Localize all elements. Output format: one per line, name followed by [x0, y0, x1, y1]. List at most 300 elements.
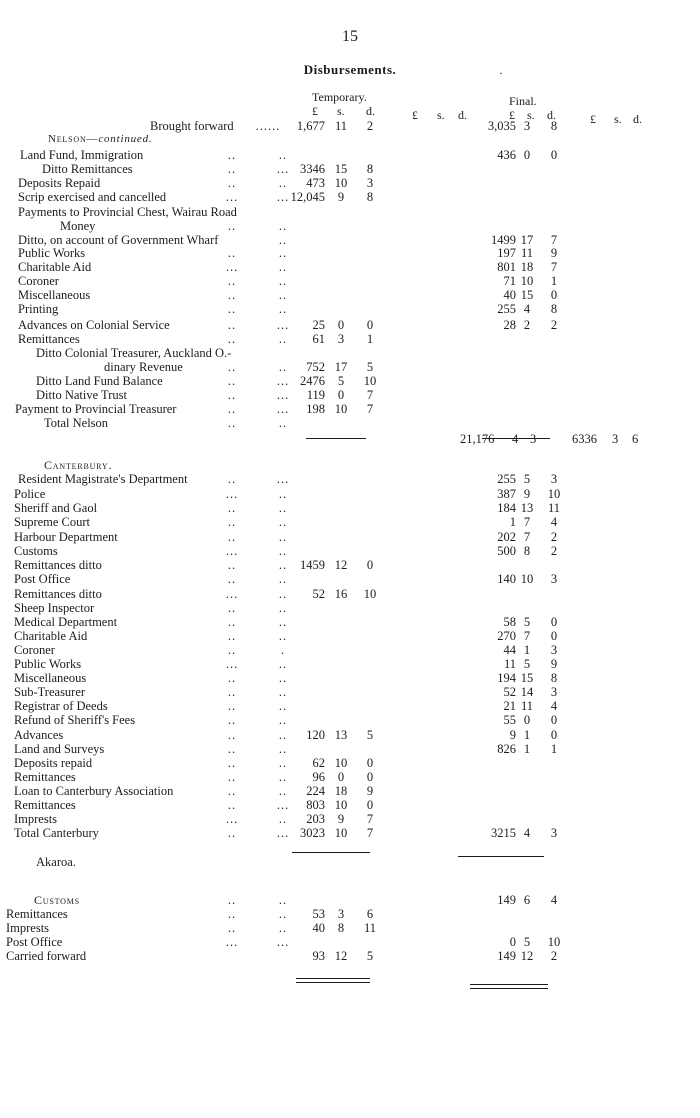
rule-carried-temp-2	[296, 982, 370, 983]
amount-cell: 10	[520, 274, 534, 288]
leader-dots: ......	[255, 119, 281, 133]
leader-dots: ..	[227, 530, 237, 544]
amount-cell: 0	[550, 615, 558, 629]
amount-cell: 7	[550, 233, 558, 247]
amount-cell: 5	[523, 615, 531, 629]
amount-cell: 9	[337, 190, 345, 204]
amount-cell: 7	[550, 260, 558, 274]
rule-carried-final-2	[470, 988, 548, 989]
amount-cell: 0	[550, 713, 558, 727]
leader-dots: ..	[227, 643, 237, 657]
leader-dots: .	[280, 643, 286, 657]
amount-cell: 1,677	[296, 119, 325, 133]
leader-dots: ..	[278, 601, 288, 615]
amount-cell: 17	[334, 360, 348, 374]
table-row	[0, 907, 700, 921]
leader-dots: ..	[278, 728, 288, 742]
row-label: Sheep Inspector	[14, 601, 95, 615]
amount-cell: 5	[523, 657, 531, 671]
leader-dots: ...	[276, 798, 290, 812]
amount-cell: 9	[509, 728, 516, 742]
leader-dots: ..	[227, 318, 237, 332]
amount-cell: 473	[306, 176, 325, 190]
table-row	[0, 162, 700, 176]
leader-dots: ..	[278, 302, 288, 316]
amount-cell: 8	[550, 302, 558, 316]
leader-dots: ..	[227, 162, 237, 176]
amount-cell: 13	[520, 501, 534, 515]
leader-dots: ..	[227, 629, 237, 643]
row-label: Nelson—continued.	[48, 133, 153, 145]
amount-cell: 0	[550, 728, 558, 742]
table-row	[0, 374, 700, 388]
row-label: Imprests	[14, 812, 58, 826]
amount-cell: 9	[550, 657, 558, 671]
leader-dots: ..	[278, 233, 288, 247]
row-label: Sheriff and Gaol	[14, 501, 98, 515]
amount-cell: 3	[366, 176, 374, 190]
amount-cell: 2	[550, 530, 558, 544]
leader-dots: ...	[276, 318, 290, 332]
leader-dots: ..	[278, 148, 288, 162]
row-label: Medical Department	[14, 615, 118, 629]
amount-cell: 6	[366, 907, 374, 921]
row-label: Ditto Colonial Treasurer, Auckland O.-	[36, 346, 232, 360]
row-label: Remittances ditto	[14, 587, 102, 601]
leader-dots: ...	[225, 587, 239, 601]
amount-cell: 55	[503, 713, 516, 727]
amount-cell: 5	[366, 949, 374, 963]
leader-dots: ..	[227, 921, 237, 935]
row-label: Remittances	[6, 907, 68, 921]
amount-cell: 0	[523, 713, 531, 727]
leader-dots: ...	[276, 190, 290, 204]
row-label: Remittances ditto	[14, 558, 102, 572]
leader-dots: ..	[227, 728, 237, 742]
total-nelson-temp-pence: 3	[530, 432, 537, 446]
amount-cell: 0	[523, 148, 531, 162]
leader-dots: ..	[227, 176, 237, 190]
leader-dots: ..	[227, 501, 237, 515]
amount-cell: 4	[550, 699, 558, 713]
row-label: Remittances	[18, 332, 80, 346]
ftotal-shilling-header: s.	[614, 112, 622, 126]
table-row	[0, 260, 700, 274]
rule-canterbury-temp	[292, 852, 370, 853]
leader-dots: ..	[227, 784, 237, 798]
amount-cell: 1459	[300, 558, 325, 572]
table-row	[0, 274, 700, 288]
amount-cell: 93	[312, 949, 325, 963]
row-label: Charitable Aid	[18, 260, 92, 274]
amount-cell: 11	[334, 119, 348, 133]
amount-cell: 11	[547, 501, 561, 515]
amount-cell: 7	[366, 826, 374, 840]
row-label: Land Fund, Immigration	[20, 148, 144, 162]
amount-cell: 0	[550, 148, 558, 162]
leader-dots: ..	[278, 921, 288, 935]
leader-dots: ..	[278, 742, 288, 756]
row-label: Harbour Department	[14, 530, 118, 544]
amount-cell: 0	[550, 288, 558, 302]
amount-cell: 194	[497, 671, 516, 685]
amount-cell: 12,045	[290, 190, 325, 204]
amount-cell: 3	[550, 826, 558, 840]
row-label: Public Works	[18, 246, 86, 260]
row-label: Miscellaneous	[18, 288, 91, 302]
row-label: Post Office	[6, 935, 63, 949]
amount-cell: 6	[523, 893, 531, 907]
amount-cell: 0	[366, 756, 374, 770]
amount-cell: 1	[523, 728, 531, 742]
row-label: Brought forward	[150, 119, 234, 133]
leader-dots: ...	[225, 190, 239, 204]
temporary-header: Temporary.	[312, 90, 367, 104]
table-row	[0, 416, 700, 430]
table-row	[0, 798, 700, 812]
leader-dots: ..	[278, 756, 288, 770]
table-row	[0, 572, 700, 586]
table-row	[0, 388, 700, 402]
amount-cell: 10	[334, 176, 348, 190]
row-label: Carried forward	[6, 949, 87, 963]
leader-dots: ..	[278, 219, 288, 233]
amount-cell: 10	[363, 587, 377, 601]
table-row	[0, 643, 700, 657]
row-label: Remittances	[14, 770, 76, 784]
temp-shilling-header: s.	[337, 104, 345, 118]
leader-dots: ..	[278, 288, 288, 302]
amount-cell: 1	[366, 332, 374, 346]
amount-cell: 10	[334, 756, 348, 770]
table-row	[0, 246, 700, 260]
table-row	[0, 728, 700, 742]
leader-dots: ..	[227, 685, 237, 699]
amount-cell: 0	[509, 935, 516, 949]
amount-cell: 198	[306, 402, 325, 416]
leader-dots: ..	[278, 587, 288, 601]
amount-cell: 826	[497, 742, 516, 756]
table-row	[0, 233, 700, 247]
amount-cell: 0	[337, 318, 345, 332]
amount-cell: 387	[497, 487, 516, 501]
amount-cell: 8	[523, 544, 531, 558]
amount-cell: 3	[550, 572, 558, 586]
amount-cell: 3346	[300, 162, 325, 176]
row-label: Ditto Land Fund Balance	[36, 374, 163, 388]
table-row	[0, 190, 700, 204]
amount-cell: 8	[550, 671, 558, 685]
row-label: Police	[14, 487, 46, 501]
amount-cell: 1	[523, 643, 531, 657]
amount-cell: 18	[334, 784, 348, 798]
leader-dots: ..	[227, 671, 237, 685]
leader-dots: ...	[276, 472, 290, 486]
leader-dots: ..	[227, 416, 237, 430]
total-nelson-temp-shillings: 4	[512, 432, 519, 446]
amount-cell: 44	[503, 643, 516, 657]
total-shilling-header: s.	[437, 108, 445, 122]
rule-nelson-temp	[306, 438, 366, 439]
rule-canterbury-final	[458, 856, 544, 857]
amount-cell: 96	[312, 770, 325, 784]
leader-dots: ..	[278, 671, 288, 685]
table-row	[0, 148, 700, 162]
amount-cell: 4	[523, 302, 531, 316]
leader-dots: ..	[227, 360, 237, 374]
table-row	[0, 671, 700, 685]
table-row	[0, 921, 700, 935]
row-label: Customs	[34, 893, 80, 907]
leader-dots: ..	[227, 699, 237, 713]
table-row	[0, 288, 700, 302]
row-label: Post Office	[14, 572, 71, 586]
leader-dots: ...	[276, 826, 290, 840]
amount-cell: 5	[337, 374, 345, 388]
leader-dots: ..	[227, 601, 237, 615]
page-heading: Disbursements.	[303, 62, 397, 77]
amount-cell: 120	[306, 728, 325, 742]
amount-cell: 7	[366, 812, 374, 826]
leader-dots: ..	[278, 699, 288, 713]
amount-cell: 17	[520, 233, 534, 247]
leader-dots: ..	[227, 148, 237, 162]
leader-dots: ..	[227, 907, 237, 921]
leader-dots: ..	[278, 530, 288, 544]
amount-cell: 2	[550, 544, 558, 558]
table-row	[0, 742, 700, 756]
amount-cell: 5	[366, 360, 374, 374]
amount-cell: 3215	[491, 826, 516, 840]
leader-dots: ..	[227, 893, 237, 907]
amount-cell: 10	[334, 826, 348, 840]
amount-cell: 7	[523, 530, 531, 544]
amount-cell: 9	[337, 812, 345, 826]
amount-cell: 0	[366, 798, 374, 812]
table-row	[0, 544, 700, 558]
leader-dots: ..	[278, 907, 288, 921]
amount-cell: 61	[312, 332, 325, 346]
table-row	[0, 615, 700, 629]
amount-cell: 3023	[300, 826, 325, 840]
amount-cell: 203	[306, 812, 325, 826]
row-label: Loan to Canterbury Association	[14, 784, 174, 798]
amount-cell: 10	[520, 572, 534, 586]
amount-cell: 1	[523, 742, 531, 756]
row-label: Registrar of Deeds	[14, 699, 108, 713]
leader-dots: ..	[227, 798, 237, 812]
ftotal-pence-header: d.	[633, 112, 642, 126]
amount-cell: 9	[523, 487, 531, 501]
leader-dots: ..	[227, 274, 237, 288]
amount-cell: 40	[503, 288, 516, 302]
leader-dots: ..	[227, 826, 237, 840]
amount-cell: 4	[550, 515, 558, 529]
table-row	[0, 501, 700, 515]
table-row	[0, 332, 700, 346]
leader-dots: ..	[227, 713, 237, 727]
amount-cell: 2	[366, 119, 374, 133]
table-row	[0, 176, 700, 190]
leader-dots: ..	[278, 893, 288, 907]
rule-carried-final-1	[470, 984, 548, 985]
amount-cell: 752	[306, 360, 325, 374]
amount-cell: 10	[334, 798, 348, 812]
table-row	[0, 472, 700, 486]
leader-dots: ..	[278, 784, 288, 798]
amount-cell: 15	[520, 288, 534, 302]
table-row	[0, 219, 700, 233]
leader-dots: ...	[225, 657, 239, 671]
row-label: Printing	[18, 302, 59, 316]
row-label: Customs	[14, 544, 58, 558]
table-row	[0, 770, 700, 784]
amount-cell: 0	[337, 770, 345, 784]
amount-cell: 11	[363, 921, 377, 935]
row-label: Land and Surveys	[14, 742, 105, 756]
row-label: Ditto Native Trust	[36, 388, 127, 402]
leader-dots: ..	[227, 615, 237, 629]
amount-cell: 270	[497, 629, 516, 643]
temp-pence-header: d.	[366, 104, 375, 118]
amount-cell: 0	[550, 629, 558, 643]
row-label: Total Canterbury	[14, 826, 99, 840]
amount-cell: 21	[503, 699, 516, 713]
final-header: Final.	[509, 94, 537, 108]
amount-cell: 11	[520, 246, 534, 260]
row-label: Sub-Treasurer	[14, 685, 86, 699]
row-label: Imprests	[6, 921, 50, 935]
table-row	[0, 601, 700, 615]
amount-cell: 7	[523, 515, 531, 529]
leader-dots: ..	[227, 402, 237, 416]
amount-cell: 12	[334, 949, 348, 963]
row-label: Total Nelson	[44, 416, 109, 430]
amount-cell: 8	[550, 119, 558, 133]
leader-dots: ..	[227, 770, 237, 784]
table-row	[0, 629, 700, 643]
table-row	[0, 515, 700, 529]
leader-dots: ..	[278, 615, 288, 629]
amount-cell: 1	[550, 274, 558, 288]
leader-dots: ...	[276, 374, 290, 388]
amount-cell: 255	[497, 472, 516, 486]
leader-dots: ..	[227, 756, 237, 770]
amount-cell: 9	[550, 246, 558, 260]
amount-cell: 25	[312, 318, 325, 332]
total-pence-header: d.	[458, 108, 467, 122]
amount-cell: 9	[366, 784, 374, 798]
amount-cell: 3	[550, 472, 558, 486]
table-row	[0, 487, 700, 501]
row-label: dinary Revenue	[104, 360, 183, 374]
row-label: Payment to Provincial Treasurer	[15, 402, 177, 416]
leader-dots: ...	[225, 487, 239, 501]
table-row	[0, 756, 700, 770]
amount-cell: 7	[366, 402, 374, 416]
amount-cell: 2	[550, 318, 558, 332]
leader-dots: ..	[278, 487, 288, 501]
amount-cell: 119	[306, 388, 325, 402]
amount-cell: 10	[547, 935, 561, 949]
leader-dots: ..	[278, 274, 288, 288]
table-row	[0, 530, 700, 544]
amount-cell: 803	[306, 798, 325, 812]
amount-cell: 15	[334, 162, 348, 176]
leader-dots: ..	[227, 742, 237, 756]
table-row	[0, 558, 700, 572]
amount-cell: 71	[503, 274, 516, 288]
final-shilling-header: s.	[527, 108, 535, 122]
leader-dots: ..	[278, 515, 288, 529]
amount-cell: 52	[312, 587, 325, 601]
leader-dots: ..	[227, 246, 237, 260]
leader-dots: ..	[278, 812, 288, 826]
table-row	[0, 949, 700, 963]
table-row	[0, 685, 700, 699]
rule-nelson-final	[482, 438, 550, 439]
amount-cell: 8	[337, 921, 345, 935]
amount-cell: 0	[366, 770, 374, 784]
leader-dots: ..	[227, 558, 237, 572]
amount-cell: 52	[503, 685, 516, 699]
amount-cell: 28	[503, 318, 516, 332]
amount-cell: 801	[497, 260, 516, 274]
row-label: Coroner	[14, 643, 55, 657]
stray-dot: ·	[499, 66, 503, 80]
leader-dots: ..	[227, 332, 237, 346]
leader-dots: ..	[278, 260, 288, 274]
amount-cell: 255	[497, 302, 516, 316]
amount-cell: 3	[550, 685, 558, 699]
table-row	[0, 458, 700, 472]
amount-cell: 1	[550, 742, 558, 756]
row-label: Payments to Provincial Chest, Wairau Road	[18, 205, 237, 219]
amount-cell: 12	[520, 949, 534, 963]
row-label: Ditto Remittances	[42, 162, 133, 176]
amount-cell: 16	[334, 587, 348, 601]
row-label: Ditto, on account of Government Wharf	[18, 233, 219, 247]
amount-cell: 3	[523, 119, 531, 133]
amount-cell: 1499	[491, 233, 516, 247]
amount-cell: 10	[547, 487, 561, 501]
leader-dots: ...	[225, 260, 239, 274]
row-label: Coroner	[18, 274, 59, 288]
leader-dots: ..	[278, 501, 288, 515]
row-label: Miscellaneous	[14, 671, 87, 685]
leader-dots: ...	[276, 935, 290, 949]
table-row	[0, 119, 700, 133]
leader-dots: ..	[227, 219, 237, 233]
table-row	[0, 855, 700, 869]
leader-dots: ...	[276, 388, 290, 402]
amount-cell: 3,035	[487, 119, 516, 133]
ftotal-pound-header: £	[590, 112, 596, 126]
row-label: Public Works	[14, 657, 82, 671]
amount-cell: 2	[523, 318, 531, 332]
table-row	[0, 360, 700, 374]
row-label: Charitable Aid	[14, 629, 88, 643]
table-row	[0, 587, 700, 601]
total-nelson-final-pounds: 6336	[572, 432, 597, 446]
amount-cell: 0	[366, 318, 374, 332]
row-label: Money	[60, 219, 96, 233]
amount-cell: 149	[497, 949, 516, 963]
row-label: Remittances	[14, 798, 76, 812]
leader-dots: ...	[225, 544, 239, 558]
amount-cell: 0	[337, 388, 345, 402]
temp-pound-header: £	[312, 104, 318, 118]
